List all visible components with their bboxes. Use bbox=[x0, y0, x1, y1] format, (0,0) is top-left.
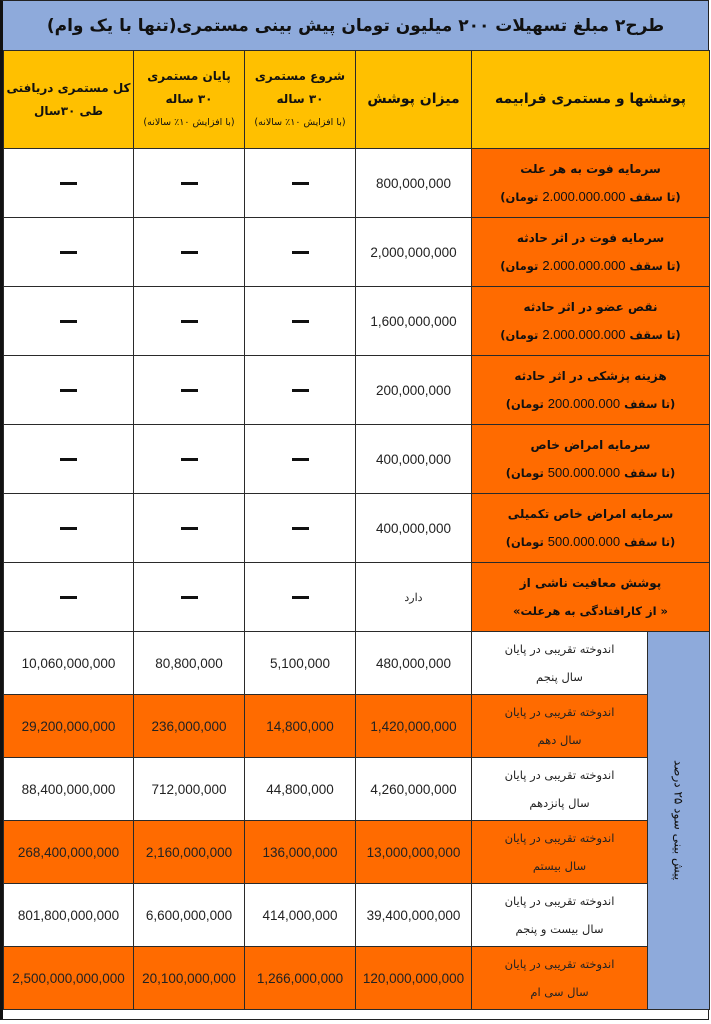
coverage-cap bbox=[472, 459, 709, 487]
header-row bbox=[4, 51, 710, 149]
dash-icon bbox=[292, 182, 309, 185]
header-amount bbox=[356, 51, 472, 149]
coverage-name-cell bbox=[472, 563, 710, 632]
start-pension-cell bbox=[245, 287, 356, 356]
coverage-cap bbox=[472, 390, 709, 418]
dash-icon bbox=[292, 527, 309, 530]
savings-label-line2: سال پنجم bbox=[536, 670, 583, 684]
coverage-name: سرمایه فوت به هر علت bbox=[520, 162, 661, 176]
coverage-cap-value: 2.000.000.000 bbox=[542, 189, 626, 204]
end-pension-value: 712,000,000 bbox=[134, 758, 245, 821]
coverage-name: سرمایه امراض خاص تکمیلی bbox=[507, 507, 674, 521]
total-pension-cell bbox=[4, 287, 134, 356]
coverage-name: سرمایه فوت در اثر حادثه bbox=[516, 231, 665, 245]
end-pension-value: 2,160,000,000 bbox=[134, 821, 245, 884]
dash-icon bbox=[181, 320, 198, 323]
coverage-name-cell bbox=[472, 494, 710, 563]
savings-label bbox=[472, 821, 648, 884]
coverage-cap-suffix: تومان) bbox=[505, 397, 544, 411]
coverage-row bbox=[4, 287, 710, 356]
coverage-cap bbox=[472, 252, 709, 280]
coverage-row bbox=[4, 356, 710, 425]
coverage-name: نقص عضو در اثر حادثه bbox=[523, 300, 658, 314]
header-coverage-text: پوششها و مستمری فرابیمه bbox=[495, 91, 686, 107]
total-pension-cell bbox=[4, 425, 134, 494]
coverage-cap-prefix: (تا سقف bbox=[624, 535, 676, 549]
coverage-cap-prefix: (تا سقف bbox=[629, 328, 681, 342]
coverage-name: هزینه پزشکی در اثر حادثه bbox=[514, 369, 667, 383]
start-pension-value: 136,000,000 bbox=[245, 821, 356, 884]
savings-row bbox=[4, 695, 710, 758]
coverage-row bbox=[4, 218, 710, 287]
end-pension-cell bbox=[134, 149, 245, 218]
coverage-row bbox=[4, 149, 710, 218]
coverage-amount: 400,000,000 bbox=[356, 494, 472, 563]
dash-icon bbox=[181, 182, 198, 185]
end-pension-value: 6,600,000,000 bbox=[134, 884, 245, 947]
dash-icon bbox=[292, 251, 309, 254]
coverage-cap bbox=[472, 183, 709, 211]
header-total-line2: طی ۳۰سال bbox=[34, 103, 103, 118]
header-end-pension bbox=[134, 51, 245, 149]
coverage-name: پوشش معافیت ناشی از bbox=[519, 576, 662, 590]
savings-label bbox=[472, 884, 648, 947]
savings-amount: 4,260,000,000 bbox=[356, 758, 472, 821]
savings-label bbox=[472, 758, 648, 821]
coverage-table bbox=[3, 50, 710, 1010]
coverage-cap-suffix: تومان) bbox=[505, 466, 544, 480]
dash-icon bbox=[60, 251, 77, 254]
savings-row bbox=[4, 884, 710, 947]
total-pension-value: 10,060,000,000 bbox=[4, 632, 134, 695]
savings-label-line1: اندوخته تقریبی در پایان bbox=[504, 957, 615, 971]
dash-icon bbox=[181, 596, 198, 599]
end-pension-value: 80,800,000 bbox=[134, 632, 245, 695]
dash-icon bbox=[60, 458, 77, 461]
header-total-line1: کل مستمری دریافتی bbox=[6, 80, 131, 95]
savings-row bbox=[4, 632, 710, 695]
end-pension-value: 236,000,000 bbox=[134, 695, 245, 758]
dash-icon bbox=[181, 251, 198, 254]
savings-row bbox=[4, 947, 710, 1010]
dash-icon bbox=[60, 596, 77, 599]
savings-label-line2: سال سی ام bbox=[530, 985, 589, 999]
dash-icon bbox=[292, 458, 309, 461]
header-start-pension bbox=[245, 51, 356, 149]
start-pension-cell bbox=[245, 563, 356, 632]
total-pension-cell bbox=[4, 218, 134, 287]
total-pension-value: 2,500,000,000,000 bbox=[4, 947, 134, 1010]
total-pension-value: 801,800,000,000 bbox=[4, 884, 134, 947]
savings-row bbox=[4, 758, 710, 821]
coverage-amount: دارد bbox=[356, 563, 472, 632]
coverage-cap bbox=[472, 597, 709, 625]
savings-label-line1: اندوخته تقریبی در پایان bbox=[504, 894, 615, 908]
end-pension-cell bbox=[134, 494, 245, 563]
savings-label bbox=[472, 695, 648, 758]
coverage-amount: 400,000,000 bbox=[356, 425, 472, 494]
coverage-cap-prefix: (تا سقف bbox=[624, 466, 676, 480]
total-pension-cell bbox=[4, 494, 134, 563]
start-pension-value: 14,800,000 bbox=[245, 695, 356, 758]
start-pension-value: 1,266,000,000 bbox=[245, 947, 356, 1010]
header-start-line1: شروع مستمری bbox=[254, 69, 346, 83]
coverage-row bbox=[4, 425, 710, 494]
header-end-line2: ۳۰ ساله bbox=[165, 92, 213, 106]
coverage-name-cell bbox=[472, 356, 710, 425]
total-pension-cell bbox=[4, 356, 134, 425]
coverage-cap-value: 200.000.000 bbox=[547, 396, 621, 411]
dash-icon bbox=[292, 320, 309, 323]
total-pension-cell bbox=[4, 563, 134, 632]
dash-icon bbox=[181, 458, 198, 461]
coverage-cap-suffix: تومان) bbox=[500, 190, 539, 204]
dash-icon bbox=[292, 596, 309, 599]
savings-label-line2: سال دهم bbox=[537, 733, 582, 747]
coverage-cap-value: 2.000.000.000 bbox=[542, 258, 626, 273]
end-pension-cell bbox=[134, 356, 245, 425]
total-pension-cell bbox=[4, 149, 134, 218]
coverage-amount: 1,600,000,000 bbox=[356, 287, 472, 356]
coverage-name-cell bbox=[472, 287, 710, 356]
dash-icon bbox=[60, 182, 77, 185]
coverage-cap-prefix: (تا سقف bbox=[629, 190, 681, 204]
start-pension-value: 414,000,000 bbox=[245, 884, 356, 947]
savings-label bbox=[472, 632, 648, 695]
savings-amount: 1,420,000,000 bbox=[356, 695, 472, 758]
dash-icon bbox=[292, 389, 309, 392]
coverage-cap-suffix: تومان) bbox=[500, 259, 539, 273]
coverage-cap-suffix: تومان) bbox=[500, 328, 539, 342]
header-end-line1: پایان مستمری bbox=[147, 69, 231, 83]
start-pension-value: 44,800,000 bbox=[245, 758, 356, 821]
end-pension-value: 20,100,000,000 bbox=[134, 947, 245, 1010]
profit-forecast-label: پیش بینی سود ۲۵ درصد bbox=[671, 760, 686, 881]
plan-title bbox=[3, 1, 708, 52]
coverage-name-cell bbox=[472, 149, 710, 218]
total-pension-value: 268,400,000,000 bbox=[4, 821, 134, 884]
savings-label-line2: سال پانزدهم bbox=[529, 796, 590, 810]
coverage-cap bbox=[472, 528, 709, 556]
header-total-pension bbox=[4, 51, 134, 149]
savings-amount: 39,400,000,000 bbox=[356, 884, 472, 947]
start-pension-cell bbox=[245, 356, 356, 425]
dash-icon bbox=[181, 389, 198, 392]
start-pension-cell bbox=[245, 218, 356, 287]
savings-amount: 120,000,000,000 bbox=[356, 947, 472, 1010]
end-pension-cell bbox=[134, 563, 245, 632]
header-coverage bbox=[472, 51, 710, 149]
dash-icon bbox=[60, 527, 77, 530]
coverage-row bbox=[4, 563, 710, 632]
total-pension-value: 29,200,000,000 bbox=[4, 695, 134, 758]
start-pension-cell bbox=[245, 494, 356, 563]
dash-icon bbox=[60, 320, 77, 323]
savings-label bbox=[472, 947, 648, 1010]
savings-label-line2: سال بیست و پنجم bbox=[515, 922, 604, 936]
coverage-name: سرمایه امراض خاص bbox=[530, 438, 651, 452]
end-pension-cell bbox=[134, 425, 245, 494]
header-end-note: (با افزایش ۱۰٪ سالانه) bbox=[143, 117, 235, 128]
coverage-row bbox=[4, 494, 710, 563]
coverage-amount: 2,000,000,000 bbox=[356, 218, 472, 287]
coverage-cap-suffix: تومان) bbox=[505, 535, 544, 549]
savings-label-line1: اندوخته تقریبی در پایان bbox=[504, 642, 615, 656]
end-pension-cell bbox=[134, 218, 245, 287]
savings-amount: 480,000,000 bbox=[356, 632, 472, 695]
coverage-cap bbox=[472, 321, 709, 349]
header-amount-text: میزان پوشش bbox=[367, 91, 460, 107]
header-start-note: (با افزایش ۱۰٪ سالانه) bbox=[254, 117, 346, 128]
coverage-name-cell bbox=[472, 218, 710, 287]
coverage-cap-value: 500.000.000 bbox=[547, 534, 621, 549]
savings-row bbox=[4, 821, 710, 884]
profit-forecast-label-cell bbox=[648, 632, 710, 1010]
savings-label-line1: اندوخته تقریبی در پایان bbox=[504, 705, 615, 719]
plan-title-text: طرح۲ مبلغ تسهیلات ۲۰۰ میلیون تومان پیش بینی مستمری(تنها با یک وام) bbox=[46, 15, 665, 36]
coverage-cap-prefix: « از کارافتادگی به هرعلت» bbox=[513, 604, 668, 618]
savings-amount: 13,000,000,000 bbox=[356, 821, 472, 884]
coverage-cap-prefix: (تا سقف bbox=[624, 397, 676, 411]
savings-label-line1: اندوخته تقریبی در پایان bbox=[504, 768, 615, 782]
header-start-line2: ۳۰ ساله bbox=[276, 92, 324, 106]
total-pension-value: 88,400,000,000 bbox=[4, 758, 134, 821]
coverage-name-cell bbox=[472, 425, 710, 494]
coverage-cap-value: 2.000.000.000 bbox=[542, 327, 626, 342]
coverage-cap-prefix: (تا سقف bbox=[629, 259, 681, 273]
savings-label-line1: اندوخته تقریبی در پایان bbox=[504, 831, 615, 845]
coverage-cap-value: 500.000.000 bbox=[547, 465, 621, 480]
start-pension-value: 5,100,000 bbox=[245, 632, 356, 695]
dash-icon bbox=[60, 389, 77, 392]
start-pension-cell bbox=[245, 149, 356, 218]
end-pension-cell bbox=[134, 287, 245, 356]
coverage-amount: 200,000,000 bbox=[356, 356, 472, 425]
dash-icon bbox=[181, 527, 198, 530]
start-pension-cell bbox=[245, 425, 356, 494]
savings-label-line2: سال بیستم bbox=[532, 859, 587, 873]
coverage-amount: 800,000,000 bbox=[356, 149, 472, 218]
